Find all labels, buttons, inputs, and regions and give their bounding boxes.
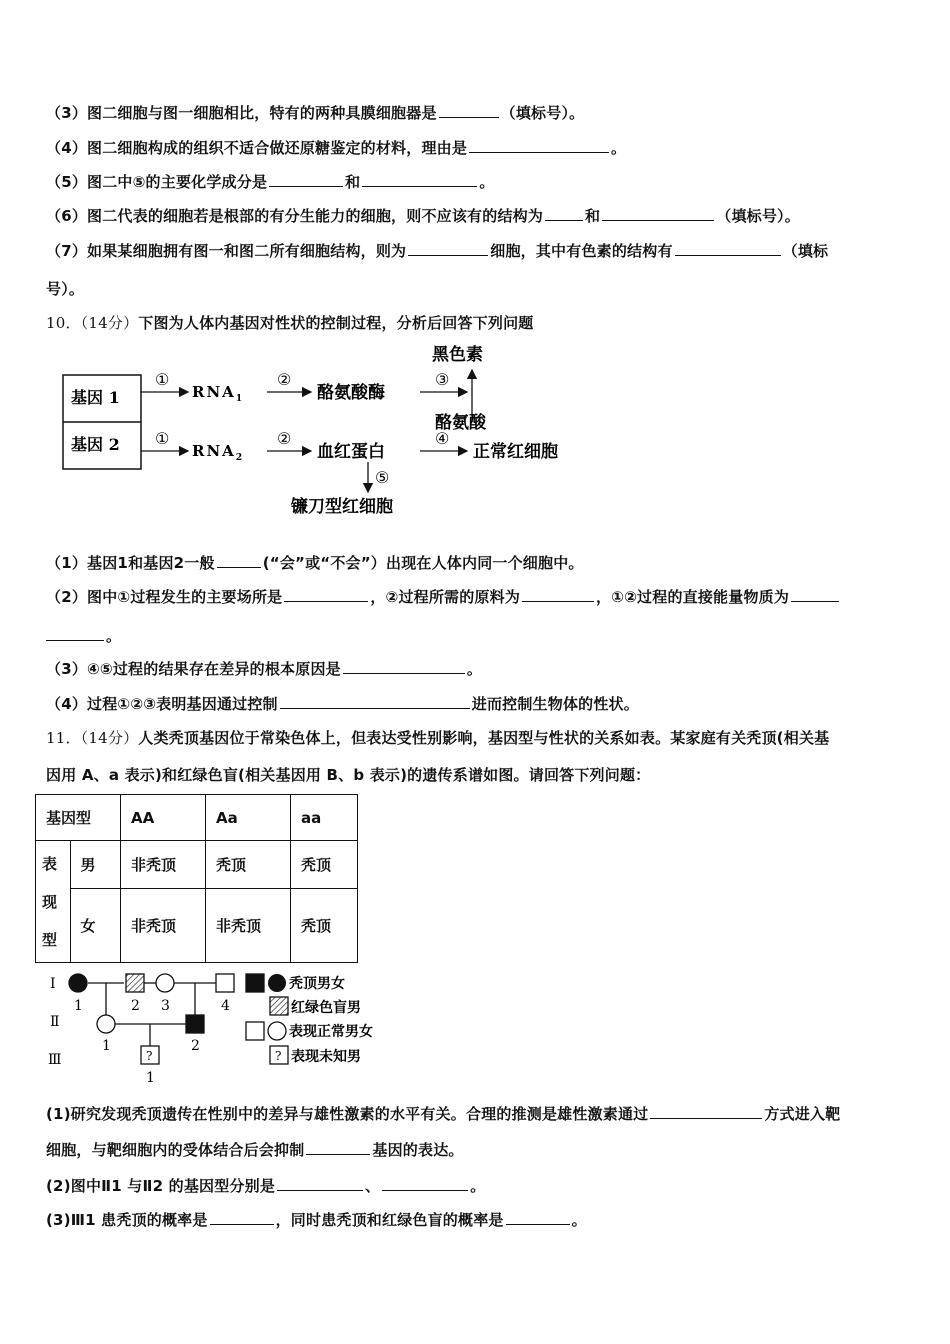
table-cell: 非秃顶	[121, 841, 206, 889]
q11-sub1-cont: 细胞，与靶细胞内的受体结合后会抑制 基因的表达。	[46, 1141, 464, 1159]
blank[interactable]	[277, 1189, 363, 1191]
svg-text:1: 1	[146, 1070, 155, 1086]
legend-colorblind-male	[270, 997, 288, 1015]
pedigree-I1	[69, 974, 87, 992]
blank[interactable]	[439, 116, 499, 118]
legend-normal-text: 表现正常男女	[289, 1024, 373, 1040]
blank[interactable]	[675, 254, 781, 256]
blank[interactable]	[650, 1117, 762, 1119]
step5: ⑤	[375, 468, 390, 487]
q9-part4: （4）图二细胞构成的组织不适合做还原糖鉴定的材料，理由是 。	[46, 139, 627, 157]
gen-label-III: Ⅲ	[48, 1052, 62, 1068]
blank[interactable]	[469, 151, 609, 153]
blank[interactable]	[269, 185, 343, 187]
pedigree-I3	[156, 974, 174, 992]
q9-part7: （7）如果某细胞拥有图一和图二所有细胞结构，则为 细胞，其中有色素的结构有 （填标	[46, 242, 829, 260]
blank[interactable]	[306, 1153, 370, 1155]
gene-control-diagram	[55, 340, 615, 520]
blank[interactable]	[217, 566, 261, 568]
sickle-rbc-label: 镰刀型红细胞	[291, 497, 393, 517]
legend-unknown-text: 表现未知男	[291, 1049, 361, 1065]
svg-text:4: 4	[221, 998, 230, 1014]
q10-sub2: （2）图中①过程发生的主要场所是 ，②过程所需的原料为 ，①②过程的直接能量物质为	[46, 586, 841, 607]
q10-heading: 10．（14分）下图为人体内基因对性状的控制过程，分析后回答下列问题	[46, 314, 534, 332]
gene1-label: 基因 1	[71, 388, 120, 407]
blank[interactable]	[408, 254, 488, 256]
melanin-label: 黑色素	[432, 345, 483, 365]
legend-bald-male	[246, 974, 264, 992]
tyrosine-label: 酪氨酸	[435, 413, 486, 433]
step1-top: ①	[155, 370, 170, 389]
blank[interactable]	[343, 672, 465, 674]
gene2-label: 基因 2	[71, 435, 120, 454]
blank[interactable]	[545, 219, 583, 221]
step2-top: ②	[277, 370, 292, 389]
legend-normal-female	[268, 1022, 286, 1040]
table-female-label: 女	[70, 889, 121, 963]
normal-rbc-label: 正常红细胞	[473, 442, 558, 462]
legend-normal-male	[246, 1022, 264, 1040]
q9-part5: （5）图二中⑤的主要化学成分是 和 。	[46, 173, 495, 191]
step3: ③	[435, 370, 450, 389]
blank[interactable]	[506, 1223, 570, 1225]
table-male-label: 男	[70, 841, 121, 889]
blank[interactable]	[791, 600, 839, 602]
table-cell: 非秃顶	[121, 889, 206, 963]
q9-part3: （3）图二细胞与图一细胞相比，特有的两种具膜细胞器是 （填标号）。	[46, 104, 585, 122]
table-header-aa: aa	[291, 795, 358, 841]
gen-label-I: Ⅰ	[50, 976, 56, 992]
q9-part7-cont: 号）。	[46, 280, 85, 298]
hemoglobin-label: 血红蛋白	[317, 442, 385, 462]
table-cell: 非秃顶	[206, 889, 291, 963]
svg-text:?: ?	[146, 1049, 153, 1063]
rna1-label: $RNA_1$	[192, 383, 245, 404]
q10-sub2-cont: 。	[46, 625, 121, 646]
blank[interactable]	[522, 600, 594, 602]
svg-text:1: 1	[74, 998, 83, 1014]
table-header-Aa: Aa	[206, 795, 291, 841]
enzyme-label: 酪氨酸酶	[317, 383, 385, 403]
blank[interactable]	[46, 639, 104, 641]
q11-sub1: (1)研究发现秃顶遗传在性别中的差异与雄性激素的水平有关。合理的推测是雄性激素通过 方式进入靶	[46, 1105, 841, 1123]
pedigree-I2	[126, 974, 144, 992]
q11-heading: 11．（14分）人类秃顶基因位于常染色体上，但表达受性别影响，基因型与性状的关系如表。某家庭有关秃顶(相关基	[46, 729, 830, 747]
legend-bald-text: 秃顶男女	[289, 976, 345, 992]
blank[interactable]	[210, 1223, 274, 1225]
svg-text:2: 2	[191, 1038, 200, 1054]
legend-colorblind-text: 红绿色盲男	[291, 1000, 361, 1016]
q9-part6: （6）图二代表的细胞若是根部的有分生能力的细胞，则不应该有的结构为 和 （填标号）。	[46, 207, 800, 225]
pedigree-II2	[186, 1015, 204, 1033]
q10-sub4: （4）过程①②③表明基因通过控制 进而控制生物体的性状。	[46, 695, 639, 713]
svg-text:2: 2	[131, 998, 140, 1014]
step1-bottom: ①	[155, 429, 170, 448]
q10-sub1: （1）基因1和基因2一般 (“会”或“不会”）出现在人体内同一个细胞中。	[46, 554, 584, 572]
blank[interactable]	[362, 185, 477, 187]
step4: ④	[435, 429, 450, 448]
pedigree-I4	[216, 974, 234, 992]
blank[interactable]	[284, 600, 368, 602]
svg-text:?: ?	[275, 1049, 282, 1063]
blank[interactable]	[602, 219, 714, 221]
rna2-label: $RNA_2$	[192, 442, 245, 463]
q10-sub3: （3）④⑤过程的结果存在差异的根本原因是 。	[46, 660, 483, 678]
q11-sub2: (2)图中Ⅱ1 与Ⅱ2 的基因型分别是 、 。	[46, 1177, 486, 1195]
genotype-phenotype-table	[35, 794, 358, 963]
q11-sub3: (3)Ⅲ1 患秃顶的概率是 ，同时患秃顶和红绿色盲的概率是 。	[46, 1211, 587, 1229]
legend-bald-female	[268, 974, 286, 992]
table-cell: 秃顶	[291, 889, 358, 963]
table-header-AA: AA	[121, 795, 206, 841]
svg-text:1: 1	[102, 1038, 111, 1054]
pedigree-II1	[97, 1015, 115, 1033]
table-phenotype-label: 表 现 型	[36, 841, 71, 963]
pedigree-chart	[40, 966, 400, 1088]
svg-text:3: 3	[161, 998, 170, 1014]
gen-label-II: Ⅱ	[50, 1014, 60, 1030]
blank[interactable]	[280, 707, 470, 709]
table-cell: 秃顶	[206, 841, 291, 889]
q11-heading-cont: 因用 A、a 表示)和红绿色盲(相关基因用 B、b 表示)的遗传系谱如图。请回答下列问题：	[46, 766, 651, 784]
step2-bottom: ②	[277, 429, 292, 448]
table-cell: 秃顶	[291, 841, 358, 889]
table-header-genotype: 基因型	[36, 795, 121, 841]
blank[interactable]	[382, 1189, 468, 1191]
